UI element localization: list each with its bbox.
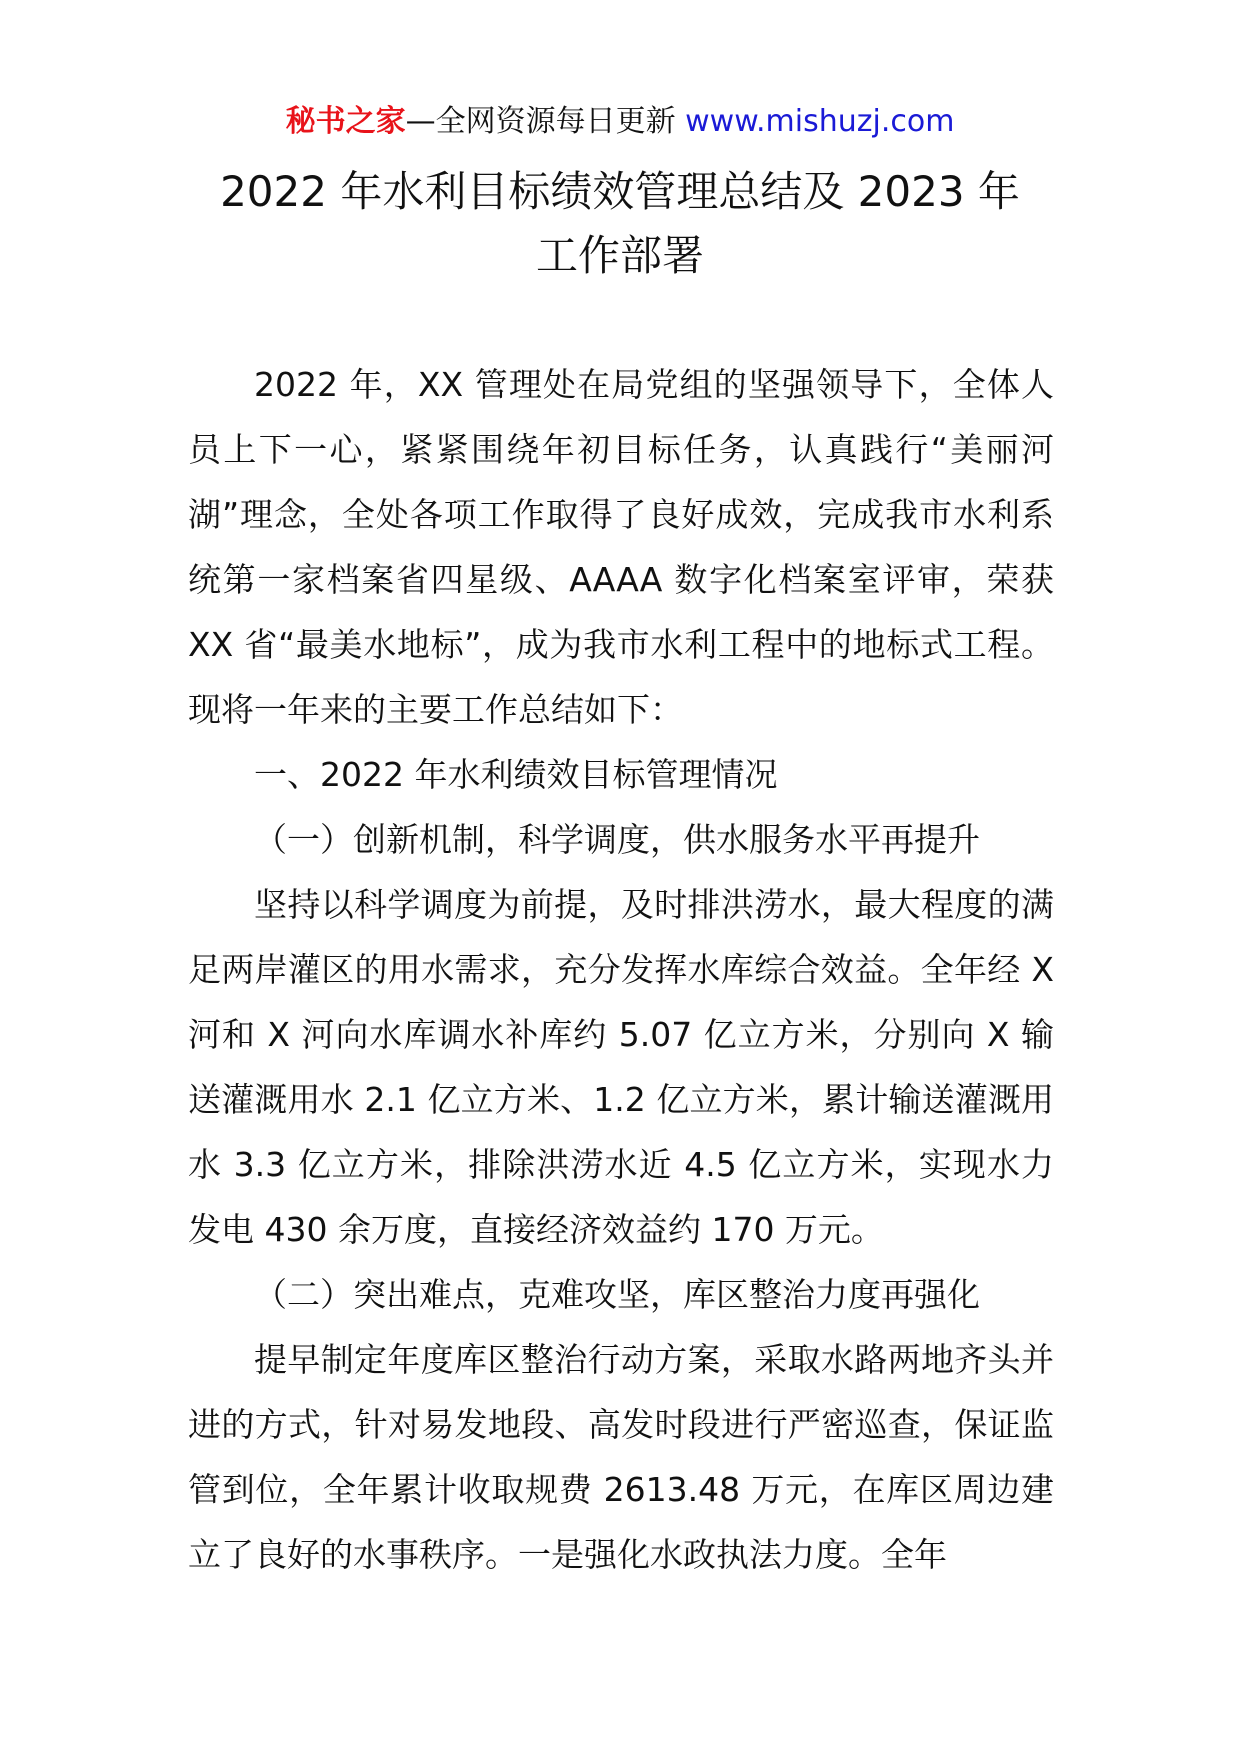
subsection-heading-2: （二）突出难点，克难攻坚，库区整治力度再强化 xyxy=(254,1275,980,1314)
site-tagline: —全网资源每日更新 xyxy=(405,104,676,139)
site-url-link[interactable]: www.mishuzj.com xyxy=(685,104,955,139)
subsection-2-paragraph: 提早制定年度库区整治行动方案，采取水路两地齐头并进的方式，针对易发地段、高发时段进行严密巡查，保证监管到位，全年累计收取规费 2613.48 万元，在库区周边建立了良好的水事秩序。一是强化水政执法力度。全年 xyxy=(188,1340,1054,1574)
document-title xyxy=(0,160,1240,288)
subsection-1-paragraph: 坚持以科学调度为前提，及时排洪涝水，最大程度的满足两岸灌区的用水需求，充分发挥水库综合效益。全年经 X 河和 X 河向水库调水补库约 5.07 亿立方米，分别向 X 输送灌溉用水 2.1 亿立方米、1.2 亿立方米，累计输送灌溉用水 3.3 亿立方米，排除洪涝水近 4.5 亿立方米，实现水力发电 430 余万度，直接经济效益约 170 万元。 xyxy=(188,885,1054,1249)
document-title-line-2: 工作部署 xyxy=(535,231,704,280)
subsection-heading-1: （一）创新机制，科学调度，供水服务水平再提升 xyxy=(254,820,980,859)
document-title-line-1: 2022 年水利目标绩效管理总结及 2023 年 xyxy=(220,167,1020,216)
intro-paragraph: 2022 年，XX 管理处在局党组的坚强领导下，全体人员上下一心，紧紧围绕年初目标任务，认真践行“美丽河湖”理念，全处各项工作取得了良好成效，完成我市水利系统第一家档案省四星级、AAAA 数字化档案室评审，荣获 XX 省“最美水地标”，成为我市水利工程中的地标式工程。现将一年来的主要工作总结如下： xyxy=(188,365,1054,729)
site-brand: 秘书之家 xyxy=(285,104,406,139)
document-body xyxy=(188,352,1054,1587)
site-header xyxy=(0,100,1240,144)
section-heading-1: 一、2022 年水利绩效目标管理情况 xyxy=(254,755,778,794)
